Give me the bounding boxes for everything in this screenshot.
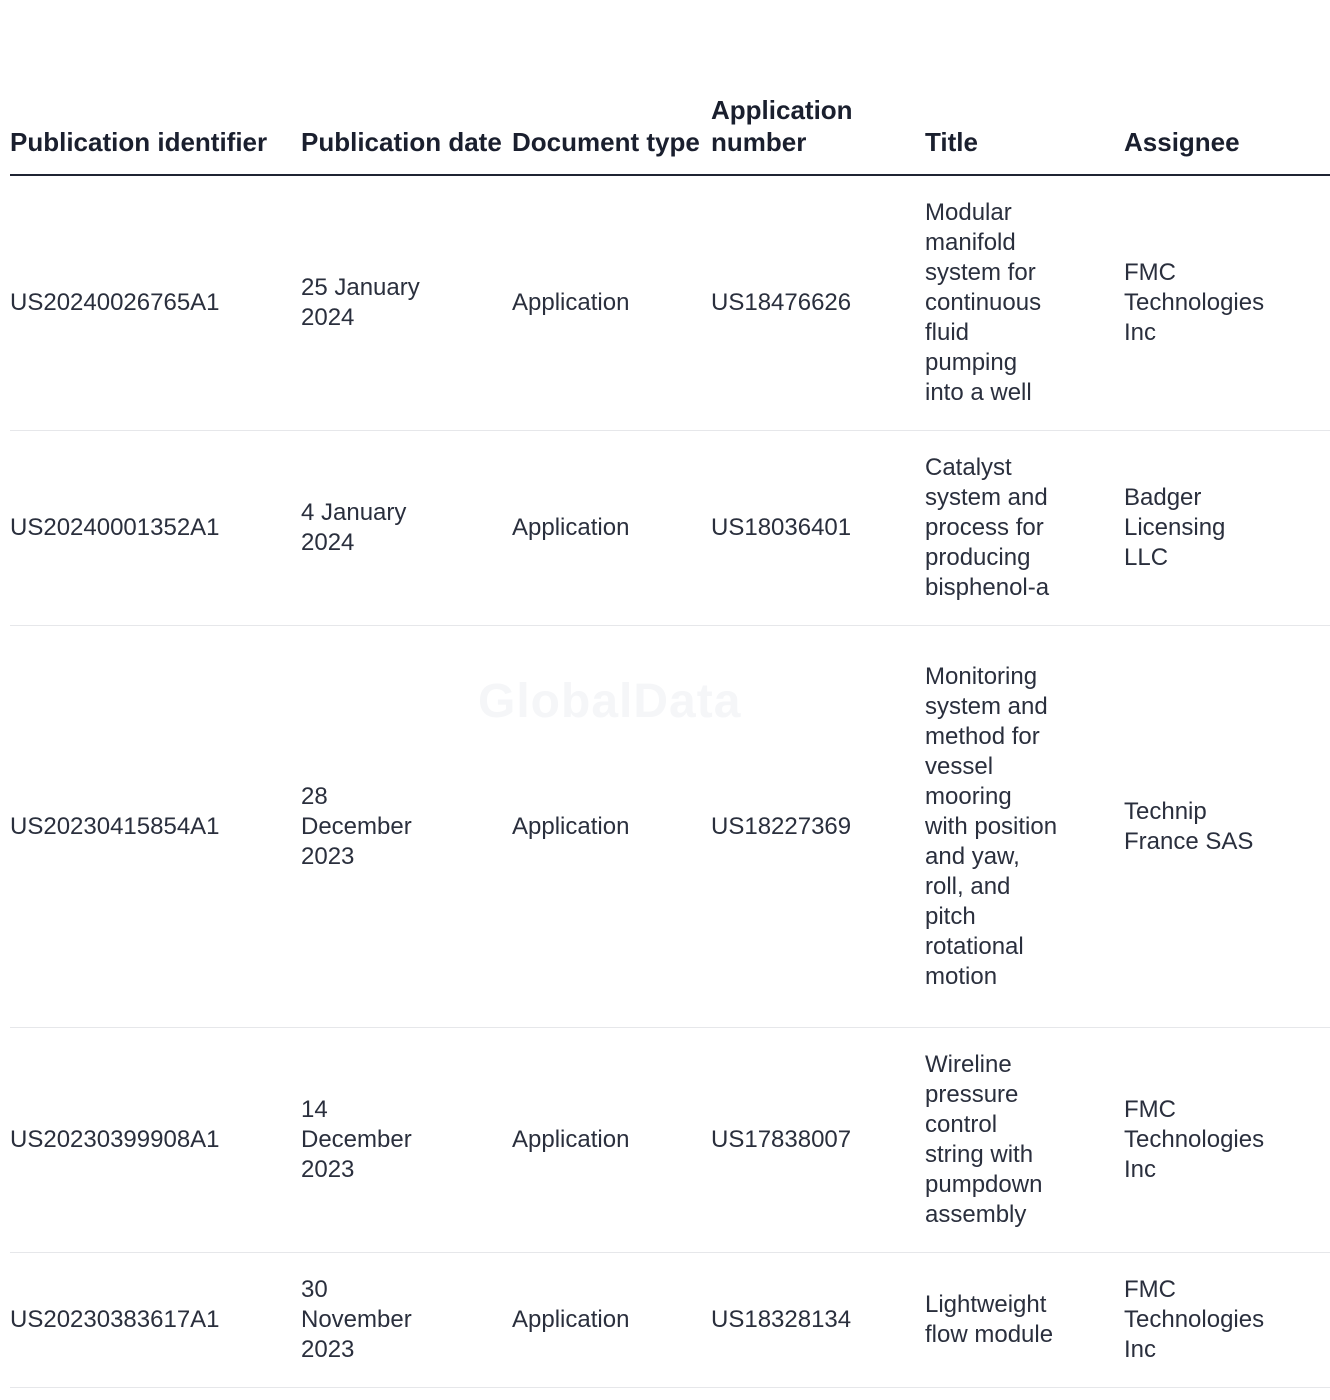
- publication-date-text: 28 December 2023: [301, 782, 412, 870]
- title-text: Modular manifold system for continuous fluid pumping into a well: [925, 199, 1042, 406]
- cell-publication-identifier: US20240026765A1: [10, 175, 301, 431]
- cell-publication-date: [301, 1253, 512, 1388]
- assignee-text: FMC Technologies Inc: [1124, 1096, 1265, 1183]
- cell-application-number: US18328134: [711, 1253, 925, 1388]
- patents-table: [10, 0, 1330, 1388]
- header-assignee[interactable]: Assignee: [1124, 0, 1330, 175]
- cell-document-type: Application: [512, 1253, 711, 1388]
- cell-publication-date: [301, 175, 512, 431]
- table-row: [10, 1253, 1330, 1388]
- cell-application-number: US18476626: [711, 175, 925, 431]
- table-row: [10, 175, 1330, 431]
- cell-application-number: US17838007: [711, 1028, 925, 1253]
- cell-application-number: US18036401: [711, 431, 925, 626]
- table-body: [10, 175, 1330, 1388]
- assignee-text: Technip France SAS: [1124, 797, 1254, 855]
- publication-date-text: 25 January 2024: [301, 274, 420, 331]
- publication-date-text: 14 December 2023: [301, 1096, 412, 1183]
- cell-title: [925, 1253, 1124, 1388]
- cell-application-number: US18227369: [711, 626, 925, 1028]
- publication-date-text: 4 January 2024: [301, 499, 407, 556]
- patents-table-container[interactable]: [10, 0, 1265, 1400]
- cell-title: [925, 175, 1124, 431]
- header-document-type[interactable]: Document type: [512, 0, 711, 175]
- header-row: [10, 0, 1330, 175]
- cell-publication-identifier: US20240001352A1: [10, 431, 301, 626]
- cell-publication-identifier: US20230383617A1: [10, 1253, 301, 1388]
- publication-date-text: 30 November 2023: [301, 1276, 412, 1363]
- cell-assignee: [1124, 431, 1330, 626]
- assignee-text: FMC Technologies Inc: [1124, 259, 1265, 346]
- cell-publication-identifier: US20230399908A1: [10, 1028, 301, 1253]
- cell-assignee: [1124, 1028, 1330, 1253]
- watermark: GlobalData: [478, 675, 742, 728]
- cell-document-type: Application: [512, 1028, 711, 1253]
- cell-publication-date: [301, 1028, 512, 1253]
- cell-publication-date: [301, 431, 512, 626]
- header-publication-identifier[interactable]: Publication identifier: [10, 0, 301, 175]
- table-header: [10, 0, 1330, 175]
- assignee-text: FMC Technologies Inc: [1124, 1276, 1265, 1363]
- cell-assignee: [1124, 626, 1330, 1028]
- cell-title: [925, 1028, 1124, 1253]
- title-text: Catalyst system and process for producing bisphenol-a: [925, 454, 1050, 601]
- cell-title: [925, 626, 1124, 1028]
- cell-assignee: [1124, 1253, 1330, 1388]
- assignee-text: Badger Licensing LLC: [1124, 484, 1226, 571]
- table-row: [10, 431, 1330, 626]
- title-text: Wireline pressure control string with pumpdown assembly: [925, 1051, 1043, 1228]
- header-application-number[interactable]: Application number: [711, 0, 925, 175]
- cell-document-type: Application: [512, 431, 711, 626]
- header-title[interactable]: Title: [925, 0, 1124, 175]
- cell-assignee: [1124, 175, 1330, 431]
- table-row: [10, 1028, 1330, 1253]
- title-text: Monitoring system and method for vessel mooring with position and yaw, roll, and pitch rotational motion: [925, 662, 1058, 990]
- header-publication-date[interactable]: Publication date: [301, 0, 512, 175]
- cell-document-type: Application: [512, 626, 711, 1028]
- cell-publication-identifier: US20230415854A1: [10, 626, 301, 1028]
- cell-publication-date: [301, 626, 512, 1028]
- cell-document-type: Application: [512, 175, 711, 431]
- title-text: Lightweight flow module: [925, 1291, 1054, 1348]
- table-row: [10, 626, 1330, 1028]
- cell-title: [925, 431, 1124, 626]
